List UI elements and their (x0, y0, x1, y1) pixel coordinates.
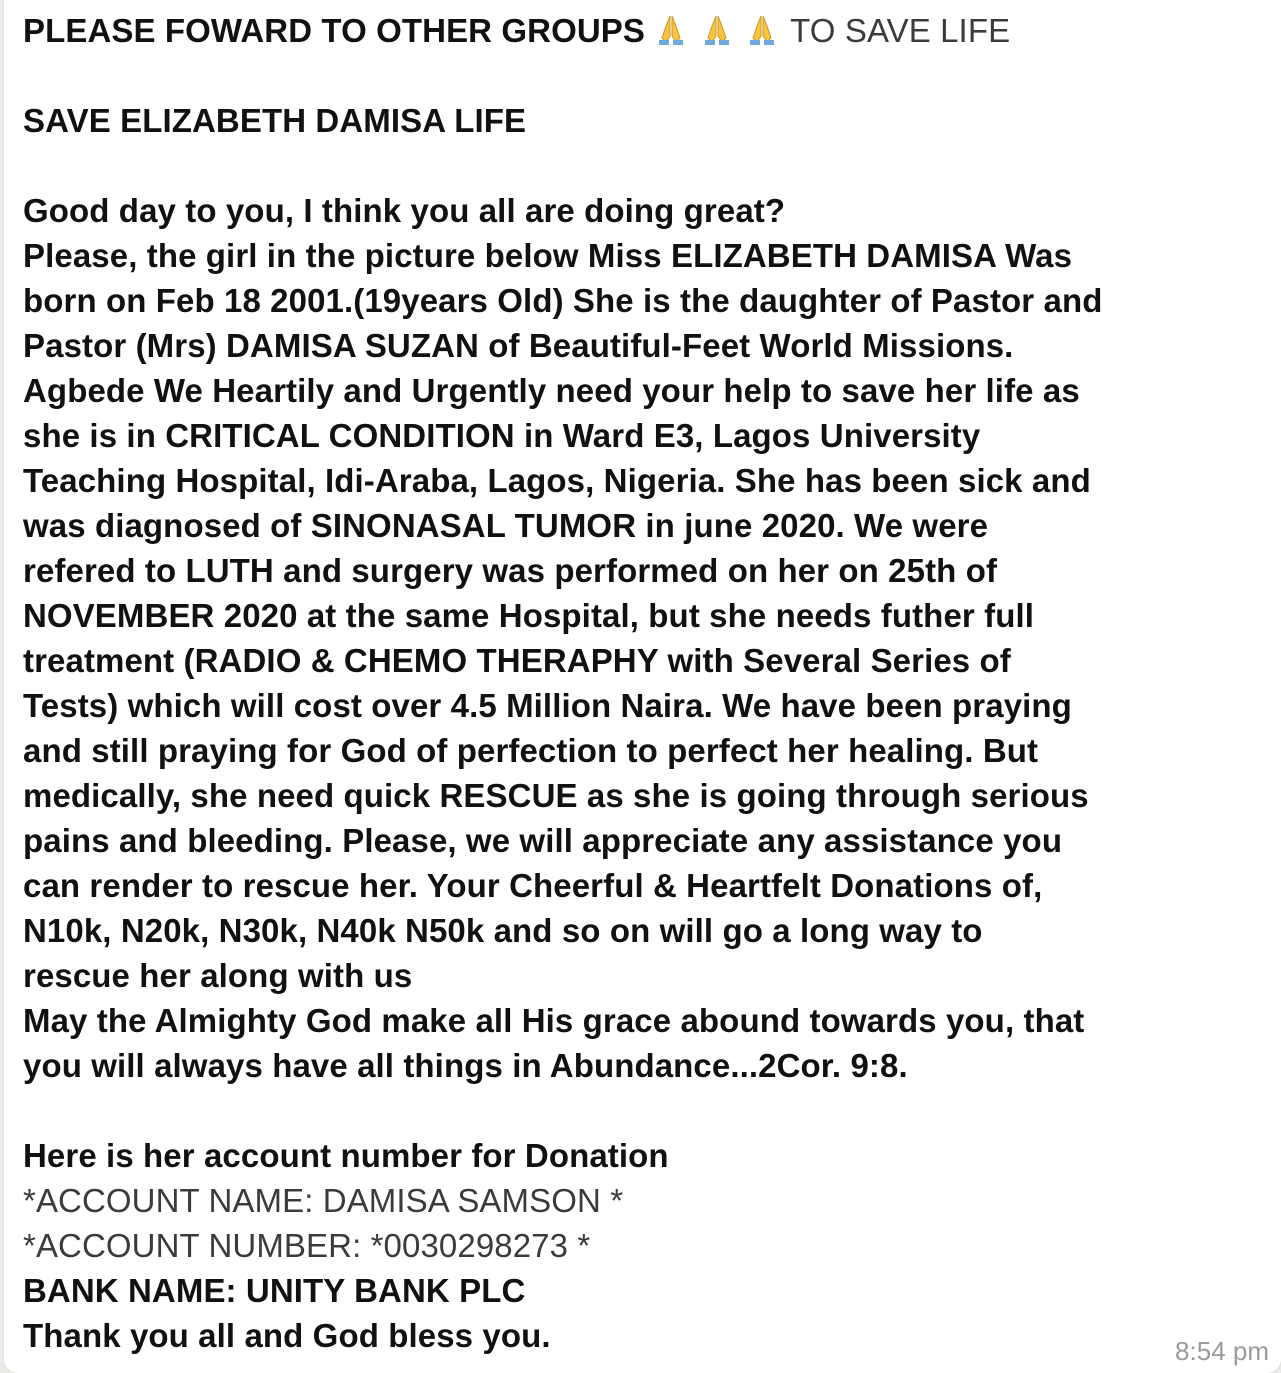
account-intro: Here is her account number for Donation (23, 1137, 669, 1174)
body-line: was diagnosed of SINONASAL TUMOR in june 2020. We were (23, 507, 989, 544)
folded-hands-icon (745, 12, 779, 46)
body-line: Tests) which will cost over 4.5 Million Naira. We have been praying (23, 687, 1072, 724)
body-line: NOVEMBER 2020 at the same Hospital, but she needs futher full (23, 597, 1034, 634)
folded-hands-icon (654, 12, 688, 46)
body-line: Pastor (Mrs) DAMISA SUZAN of Beautiful-Feet World Missions. (23, 327, 1014, 364)
body-line: Teaching Hospital, Idi-Araba, Lagos, Nigeria. She has been sick and (23, 462, 1091, 499)
blank-line (23, 143, 1281, 188)
body-line: pains and bleeding. Please, we will appreciate any assistance you (23, 822, 1063, 859)
blank-line (23, 1088, 1281, 1133)
account-number: *ACCOUNT NUMBER: *0030298273 * (23, 1227, 591, 1264)
body-line: she is in CRITICAL CONDITION in Ward E3, Lagos University (23, 417, 981, 454)
body-line: N10k, N20k, N30k, N40k N50k and so on will go a long way to (23, 912, 983, 949)
message-body (23, 188, 1281, 1088)
body-line: Good day to you, I think you all are doing great? (23, 192, 786, 229)
message-bubble[interactable] (4, 0, 1281, 1373)
body-line: medically, she need quick RESCUE as she is going through serious (23, 777, 1089, 814)
forward-request-text: PLEASE FOWARD TO OTHER GROUPS (23, 12, 646, 49)
closing-line: Thank you all and God bless you. (23, 1317, 551, 1354)
body-line: you will always have all things in Abundance...2Cor. 9:8. (23, 1047, 908, 1084)
body-line: Please, the girl in the picture below Miss ELIZABETH DAMISA Was (23, 237, 1073, 274)
message-title: SAVE ELIZABETH DAMISA LIFE (23, 102, 527, 139)
bank-name: BANK NAME: UNITY BANK PLC (23, 1272, 526, 1309)
save-life-text: TO SAVE LIFE (790, 12, 1011, 49)
account-name: *ACCOUNT NAME: DAMISA SAMSON * (23, 1182, 624, 1219)
body-line: born on Feb 18 2001.(19years Old) She is the daughter of Pastor and (23, 282, 1103, 319)
body-line: May the Almighty God make all His grace abound towards you, that (23, 1002, 1085, 1039)
forward-request-line (23, 8, 1281, 53)
body-line: can render to rescue her. Your Cheerful & Heartfelt Donations of, (23, 867, 1043, 904)
folded-hands-icon (700, 12, 734, 46)
message-timestamp: 8:54 pm (1175, 1336, 1269, 1366)
body-line: refered to LUTH and surgery was performed on her on 25th of (23, 552, 998, 589)
body-line: treatment (RADIO & CHEMO THERAPHY with Several Series of (23, 642, 1011, 679)
blank-line (23, 53, 1281, 98)
body-line: and still praying for God of perfection to perfect her healing. But (23, 732, 1039, 769)
body-line: Agbede We Heartily and Urgently need your help to save her life as (23, 372, 1080, 409)
body-line: rescue her along with us (23, 957, 413, 994)
